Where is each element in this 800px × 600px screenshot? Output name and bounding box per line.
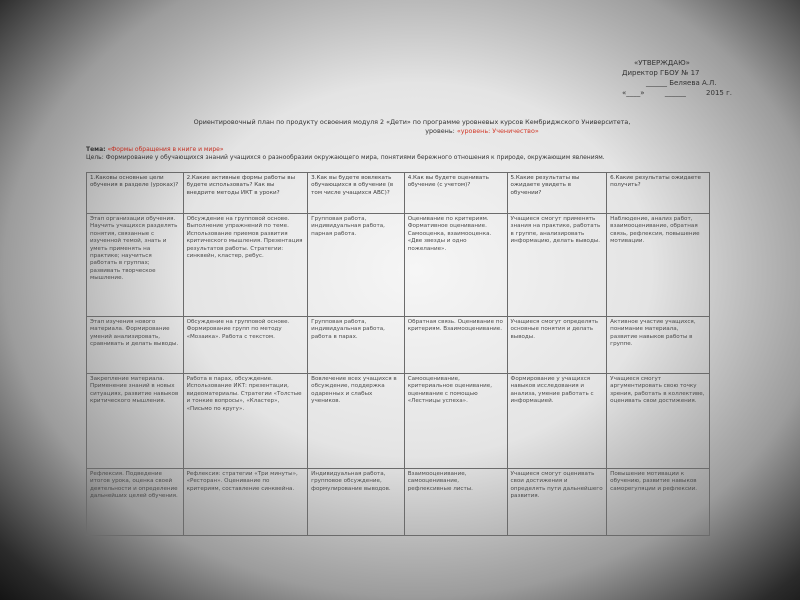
table-cell: Учащиеся смогут оценивать свои достижения и определять пути дальнейшего развития. (507, 469, 607, 536)
heading-line-1: Ориентировочный план по продукту освоения модуля 2 «Дети» по программе уровневых курсов Кембриджского Университета, (193, 118, 631, 126)
theme-label: Тема: (86, 146, 106, 153)
table-cell: Работа в парах, обсуждение. Использование ИКТ: презентации, видеоматериалы. Стратегии «Толстые и тонкие вопросы», «Кластер», «Письмо по кругу». (183, 374, 308, 469)
table-cell: Индивидуальная работа, групповое обсуждение, формулирование выводов. (308, 469, 405, 536)
table-cell: Самооценивание, критериальное оценивание, оценивание с помощью «Лестницы успеха». (404, 374, 507, 469)
heading-level-value: «уровень: Ученичество» (456, 127, 539, 135)
approval-position: Директор ГБОУ № 17 (622, 69, 700, 77)
approval-date-month: ______ (664, 89, 686, 97)
document-heading (132, 118, 692, 136)
table-cell: Обсуждение на групповой основе. Формирование групп по методу «Мозаика». Работа с текстом. (183, 317, 308, 374)
table-cell: Вовлечение всех учащихся в обсуждение, поддержка одаренных и слабых учеников. (308, 374, 405, 469)
approval-block (622, 58, 732, 98)
table-cell: Повышение мотивации к обучению, развитие навыков саморегуляции и рефлексии. (607, 469, 710, 536)
table-row (87, 317, 710, 374)
table-cell: Обратная связь. Оценивание по критериям. Взаимооценивание. (404, 317, 507, 374)
table-row (87, 374, 710, 469)
theme-goal: Цель: Формирование у обучающихся знаний учащихся о разнообразии окружающего мира, понятиями бережного отношения к природе, окружающим явлениям. (86, 154, 605, 161)
table-cell: Оценивание по критериям. Формативное оценивание. Самооценка, взаимооценка. «Две звезды и одно пожелание». (404, 214, 507, 317)
approval-date-year: 2015 г. (706, 89, 732, 97)
theme-value: «Формы обращения в книге и мире» (107, 146, 224, 153)
table-header-cell: 1.Каковы основные цели обучения в разделе (уроках)? (87, 173, 184, 214)
theme-line (86, 146, 706, 154)
table-cell: Этап изучения нового материала. Формирование умений анализировать, сравнивать и делать выводы. (87, 317, 184, 374)
table-cell: Учащиеся смогут аргументировать свою точку зрения, работать в коллективе, оценивать свои достижения. (607, 374, 710, 469)
table-cell: Учащиеся смогут применять знания на практике, работать в группе, анализировать информацию, делать выводы. (507, 214, 607, 317)
table-cell: Взаимооценивание, самооценивание, рефлексивные листы. (404, 469, 507, 536)
table-cell: Активное участие учащихся, понимание материала, развитие навыков работы в группе. (607, 317, 710, 374)
heading-line-2 (132, 127, 692, 136)
approval-date (622, 88, 732, 98)
table-cell: Наблюдение, анализ работ, взаимооценивание, обратная связь, рефлексия, повышение мотивации. (607, 214, 710, 317)
table-cell: Рефлексия. Подведение итогов урока, оценка своей деятельности и определение дальнейших целей обучения. (87, 469, 184, 536)
table-cell: Этап организации обучения. Научить учащихся разделять понятия, связанные с изученной темой, знать и уметь применять на практике; научиться работать в группах; развивать творческое мышление. (87, 214, 184, 317)
table-row (87, 469, 710, 536)
approval-date-day: «____» (622, 89, 645, 97)
table-header-row (87, 173, 710, 214)
table-header-cell: 5.Какие результаты вы ожидаете увидеть в обучении? (507, 173, 607, 214)
table-header-cell: 3.Как вы будете вовлекать обучающихся в обучение (в том числе учащихся ABC)? (308, 173, 405, 214)
table-cell: Групповая работа, индивидуальная работа, работа в парах. (308, 317, 405, 374)
plan-table (86, 172, 710, 536)
theme-block (86, 146, 706, 162)
approval-signature-line: ______ Беляева А.Л. (646, 79, 717, 87)
table-cell: Обсуждение на групповой основе. Выполнение упражнений по теме. Использование приемов развития критического мышления. Презентация результатов работы. Стратегии: синквейн, кластер, ребус. (183, 214, 308, 317)
table-cell: Формирование у учащихся навыков исследования и анализа, умение работать с информацией. (507, 374, 607, 469)
table-cell: Закрепление материала. Применение знаний в новых ситуациях, развитие навыков критического мышления. (87, 374, 184, 469)
table-header-cell: 2.Какие активные формы работы вы будете использовать? Как вы внедрите методы ИКТ в уроки? (183, 173, 308, 214)
approval-title: «УТВЕРЖДАЮ» (634, 59, 690, 67)
table-header-cell: 6.Какие результаты ожидаете получить? (607, 173, 710, 214)
table-header-cell: 4.Как вы будете оценивать обучение (с учетом)? (404, 173, 507, 214)
table-row (87, 214, 710, 317)
table-cell: Учащиеся смогут определять основные понятия и делать выводы. (507, 317, 607, 374)
table-cell: Групповая работа, индивидуальная работа, парная работа. (308, 214, 405, 317)
table-cell: Рефлексия: стратегии «Три минуты», «Ресторан». Оценивание по критериям, составление синквейна. (183, 469, 308, 536)
heading-level-prefix: уровень: (425, 127, 455, 135)
